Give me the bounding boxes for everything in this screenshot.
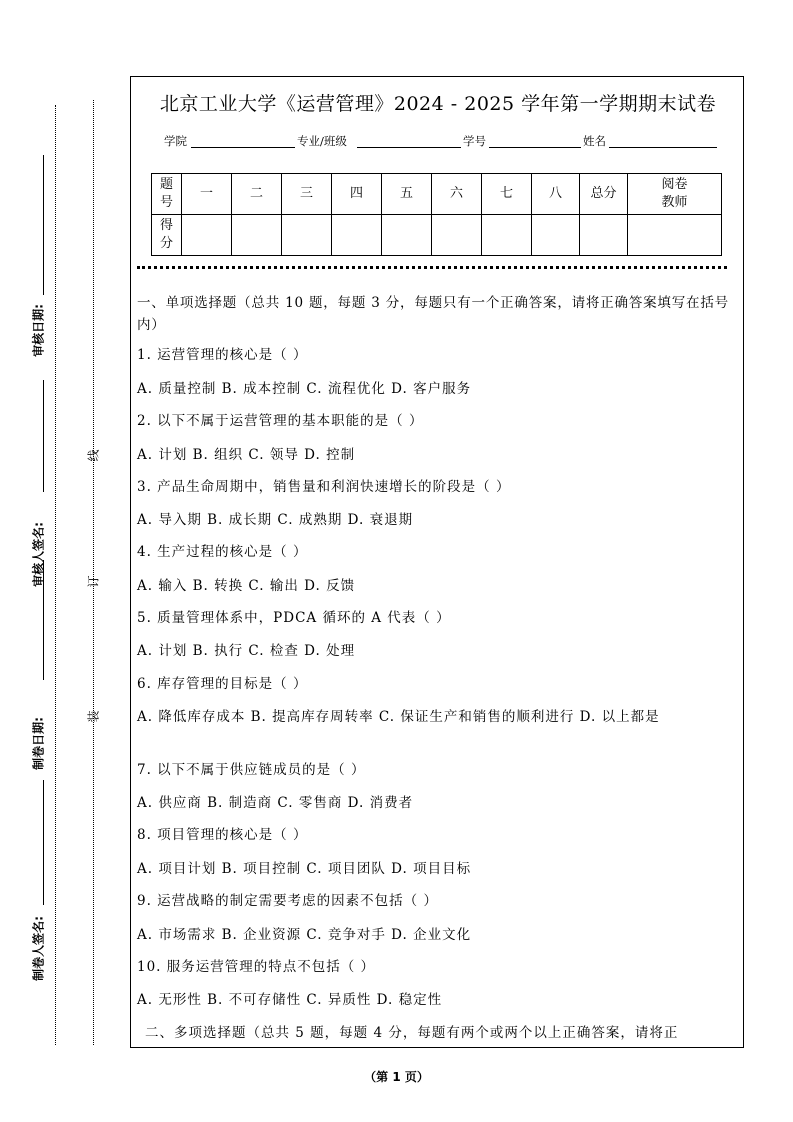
cut-char-line: 线 (86, 449, 101, 462)
score-cell-7[interactable] (482, 215, 532, 256)
binding-dotted-line-inner (93, 100, 94, 1045)
field-name-blank[interactable] (609, 147, 717, 148)
score-cell-5[interactable] (382, 215, 432, 256)
score-cell-3[interactable] (282, 215, 332, 256)
score-table-score-row (152, 215, 722, 256)
question-8: 8. 项目管理的核心是（ ） (137, 827, 308, 843)
question-3: 3. 产品生命周期中，销售量和利润快速增长的阶段是（ ） (137, 479, 511, 495)
options-2: A. 计划 B. 组织 C. 领导 D. 控制 (137, 447, 356, 463)
reviewer-sign-label: 审核人签名: (31, 522, 46, 587)
col-total: 总分 (580, 174, 628, 215)
question-1: 1. 运营管理的核心是（ ） (137, 347, 308, 363)
options-4: A. 输入 B. 转换 C. 输出 D. 反馈 (137, 578, 356, 594)
section-separator (137, 266, 727, 269)
col-8: 八 (532, 174, 580, 215)
field-name-label: 姓名 (583, 134, 606, 148)
col-1: 一 (182, 174, 232, 215)
col-reviewer: 阅卷 教师 (628, 174, 722, 215)
score-cell-6[interactable] (432, 215, 482, 256)
options-3: A. 导入期 B. 成长期 C. 成熟期 D. 衰退期 (137, 512, 414, 528)
question-6: 6. 库存管理的目标是（ ） (137, 676, 308, 692)
field-major-blank[interactable] (357, 147, 461, 148)
section2-heading: 二、多项选择题（总共 5 题，每题 4 分，每题有两个或两个以上正确答案，请将正 (145, 1025, 679, 1041)
score-cell-2[interactable] (232, 215, 282, 256)
score-label-cell: 得 分 (152, 215, 182, 256)
field-student-id-label: 学号 (463, 134, 486, 148)
signature-line-maker (43, 780, 44, 905)
question-4: 4. 生产过程的核心是（ ） (137, 544, 308, 560)
review-date-label: 审核日期: (31, 304, 46, 357)
col-5: 五 (382, 174, 432, 215)
binding-dotted-line-outer (55, 105, 56, 1045)
make-date-label: 制卷日期: (31, 717, 46, 770)
score-table-header-row (152, 174, 722, 215)
options-1: A. 质量控制 B. 成本控制 C. 流程优化 D. 客户服务 (137, 381, 472, 397)
question-7: 7. 以下不属于供应链成员的是（ ） (137, 762, 366, 778)
options-10: A. 无形性 B. 不可存储性 C. 异质性 D. 稳定性 (137, 992, 443, 1008)
question-2: 2. 以下不属于运营管理的基本职能的是（ ） (137, 413, 424, 429)
score-cell-reviewer[interactable] (628, 215, 722, 256)
signature-line-reviewer (43, 380, 44, 492)
section1-heading: 一、单项选择题（总共 10 题，每题 3 分，每题只有一个正确答案，请将正确答案填写在括号内） (137, 295, 729, 333)
col-4: 四 (332, 174, 382, 215)
field-college-label: 学院 (164, 134, 187, 148)
options-9: A. 市场需求 B. 企业资源 C. 竞争对手 D. 企业文化 (137, 927, 472, 943)
question-9: 9. 运营战略的制定需要考虑的因素不包括（ ） (137, 893, 438, 909)
question-10: 10. 服务运营管理的特点不包括（ ） (137, 959, 376, 975)
field-major-label: 专业/班级 (297, 134, 347, 148)
cut-char-assemble: 装 (86, 710, 101, 723)
signature-line-review-date (43, 155, 44, 295)
field-student-id-blank[interactable] (489, 147, 581, 148)
maker-sign-label: 制卷人签名: (31, 916, 46, 981)
options-7: A. 供应商 B. 制造商 C. 零售商 D. 消费者 (137, 795, 414, 811)
exam-page-frame (130, 76, 744, 1048)
score-table (151, 173, 722, 256)
score-cell-4[interactable] (332, 215, 382, 256)
score-cell-total[interactable] (580, 215, 628, 256)
cut-char-bind: 订 (86, 575, 101, 588)
col-6: 六 (432, 174, 482, 215)
exam-title: 北京工业大学《运营管理》2024 - 2025 学年第一学期期末试卷 (159, 93, 717, 115)
score-cell-1[interactable] (182, 215, 232, 256)
col-3: 三 (282, 174, 332, 215)
field-college-blank[interactable] (191, 147, 295, 148)
col-2: 二 (232, 174, 282, 215)
options-8: A. 项目计划 B. 项目控制 C. 项目团队 D. 项目目标 (137, 861, 472, 877)
score-cell-8[interactable] (532, 215, 580, 256)
options-6: A. 降低库存成本 B. 提高库存周转率 C. 保证生产和销售的顺利进行 D. 以上都是 (137, 709, 660, 725)
options-5: A. 计划 B. 执行 C. 检查 D. 处理 (137, 643, 356, 659)
question-5: 5. 质量管理体系中，PDCA 循环的 A 代表（ ） (137, 610, 451, 626)
page-number: （第 1 页） (364, 1070, 429, 1084)
col-7: 七 (482, 174, 532, 215)
header-label-cell: 题 号 (152, 174, 182, 215)
